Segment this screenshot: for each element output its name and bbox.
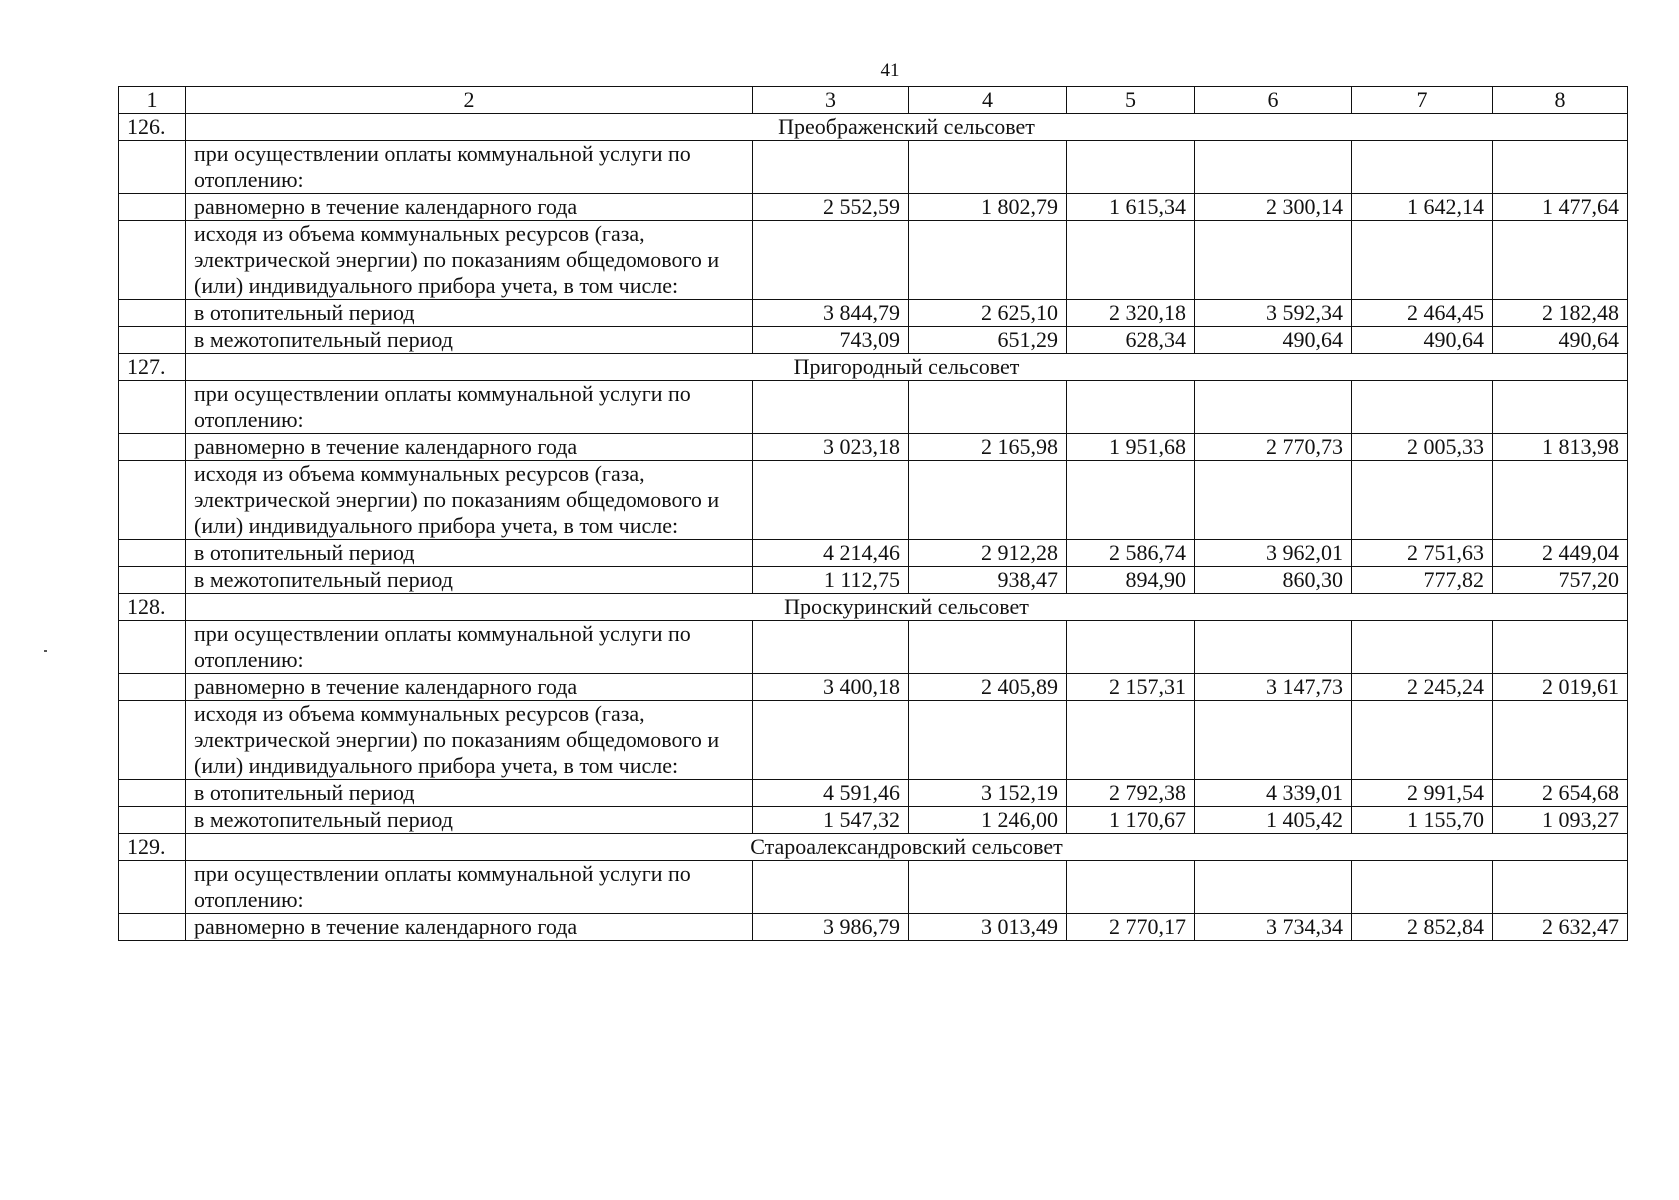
row-number-cell — [119, 461, 186, 540]
row-label: исходя из объема коммунальных ресурсов (газа, электрической энергии) по показаниям общедомового и (или) индивидуального прибора учета, в том числе: — [186, 461, 753, 540]
value-cell — [909, 221, 1067, 300]
value-cell: 4 591,46 — [753, 780, 909, 807]
value-cell: 1 477,64 — [1493, 194, 1628, 221]
value-cell — [1493, 221, 1628, 300]
section-header-row — [119, 354, 1628, 381]
value-cell: 2 405,89 — [909, 674, 1067, 701]
value-cell — [1493, 621, 1628, 674]
value-cell — [1067, 621, 1195, 674]
row-label: при осуществлении оплаты коммунальной услуги по отоплению: — [186, 621, 753, 674]
value-cell — [1493, 141, 1628, 194]
row-number-cell — [119, 861, 186, 914]
row-label: в межотопительный период — [186, 807, 753, 834]
value-cell: 2 552,59 — [753, 194, 909, 221]
row-number-cell — [119, 674, 186, 701]
value-cell: 4 214,46 — [753, 540, 909, 567]
value-cell — [1352, 621, 1493, 674]
value-cell: 4 339,01 — [1195, 780, 1352, 807]
value-cell — [1195, 381, 1352, 434]
column-number-cell: 3 — [753, 87, 909, 114]
table-row — [119, 434, 1628, 461]
value-cell — [1067, 141, 1195, 194]
table-row — [119, 701, 1628, 780]
value-cell: 3 400,18 — [753, 674, 909, 701]
value-cell — [909, 141, 1067, 194]
value-cell: 1 615,34 — [1067, 194, 1195, 221]
section-title: Проскуринский сельсовет — [186, 594, 1628, 621]
section-number: 127. — [119, 354, 186, 381]
value-cell: 2 165,98 — [909, 434, 1067, 461]
value-cell — [909, 621, 1067, 674]
value-cell — [909, 861, 1067, 914]
value-cell — [1195, 141, 1352, 194]
row-label: в отопительный период — [186, 300, 753, 327]
table-row — [119, 327, 1628, 354]
row-label: равномерно в течение календарного года — [186, 914, 753, 941]
value-cell: 2 005,33 — [1352, 434, 1493, 461]
section-number: 129. — [119, 834, 186, 861]
row-label: исходя из объема коммунальных ресурсов (газа, электрической энергии) по показаниям общедомового и (или) индивидуального прибора учета, в том числе: — [186, 701, 753, 780]
value-cell: 1 112,75 — [753, 567, 909, 594]
column-number-cell: 6 — [1195, 87, 1352, 114]
value-cell: 3 152,19 — [909, 780, 1067, 807]
value-cell — [753, 141, 909, 194]
value-cell: 3 962,01 — [1195, 540, 1352, 567]
value-cell: 2 300,14 — [1195, 194, 1352, 221]
table-row — [119, 300, 1628, 327]
column-number-cell: 4 — [909, 87, 1067, 114]
value-cell — [1352, 701, 1493, 780]
table-row — [119, 780, 1628, 807]
value-cell: 2 991,54 — [1352, 780, 1493, 807]
value-cell: 777,82 — [1352, 567, 1493, 594]
table-row — [119, 194, 1628, 221]
section-title: Пригородный сельсовет — [186, 354, 1628, 381]
row-label: в отопительный период — [186, 540, 753, 567]
row-label: при осуществлении оплаты коммунальной услуги по отоплению: — [186, 381, 753, 434]
column-number-row — [119, 87, 1628, 114]
margin-speck — [44, 650, 47, 652]
value-cell: 1 093,27 — [1493, 807, 1628, 834]
value-cell: 757,20 — [1493, 567, 1628, 594]
value-cell: 2 019,61 — [1493, 674, 1628, 701]
value-cell — [909, 461, 1067, 540]
value-cell: 2 449,04 — [1493, 540, 1628, 567]
value-cell — [1493, 701, 1628, 780]
value-cell — [1352, 461, 1493, 540]
value-cell: 2 464,45 — [1352, 300, 1493, 327]
row-number-cell — [119, 567, 186, 594]
value-cell: 2 912,28 — [909, 540, 1067, 567]
value-cell: 2 654,68 — [1493, 780, 1628, 807]
row-number-cell — [119, 540, 186, 567]
value-cell — [909, 381, 1067, 434]
row-number-cell — [119, 434, 186, 461]
row-label: равномерно в течение календарного года — [186, 434, 753, 461]
value-cell: 2 320,18 — [1067, 300, 1195, 327]
value-cell: 3 147,73 — [1195, 674, 1352, 701]
value-cell: 860,30 — [1195, 567, 1352, 594]
value-cell: 3 734,34 — [1195, 914, 1352, 941]
row-number-cell — [119, 194, 186, 221]
value-cell — [1493, 381, 1628, 434]
value-cell: 1 802,79 — [909, 194, 1067, 221]
row-number-cell — [119, 701, 186, 780]
table-row — [119, 141, 1628, 194]
value-cell: 1 405,42 — [1195, 807, 1352, 834]
section-title: Преображенский сельсовет — [186, 114, 1628, 141]
row-label: в межотопительный период — [186, 327, 753, 354]
value-cell — [753, 221, 909, 300]
value-cell: 2 632,47 — [1493, 914, 1628, 941]
table-row — [119, 381, 1628, 434]
value-cell: 490,64 — [1493, 327, 1628, 354]
value-cell — [753, 381, 909, 434]
value-cell — [1352, 861, 1493, 914]
value-cell: 3 844,79 — [753, 300, 909, 327]
tariff-table — [118, 86, 1628, 941]
value-cell: 3 592,34 — [1195, 300, 1352, 327]
table-row — [119, 567, 1628, 594]
column-number-cell: 2 — [186, 87, 753, 114]
table-row — [119, 621, 1628, 674]
row-label: исходя из объема коммунальных ресурсов (газа, электрической энергии) по показаниям общедомового и (или) индивидуального прибора учета, в том числе: — [186, 221, 753, 300]
table-row — [119, 461, 1628, 540]
value-cell — [1067, 861, 1195, 914]
value-cell — [1195, 621, 1352, 674]
value-cell: 1 547,32 — [753, 807, 909, 834]
value-cell: 628,34 — [1067, 327, 1195, 354]
value-cell: 743,09 — [753, 327, 909, 354]
section-header-row — [119, 594, 1628, 621]
value-cell: 3 013,49 — [909, 914, 1067, 941]
value-cell: 3 986,79 — [753, 914, 909, 941]
value-cell: 938,47 — [909, 567, 1067, 594]
value-cell: 2 245,24 — [1352, 674, 1493, 701]
value-cell — [1067, 381, 1195, 434]
row-number-cell — [119, 780, 186, 807]
table-row — [119, 807, 1628, 834]
column-number-cell: 7 — [1352, 87, 1493, 114]
column-number-cell: 5 — [1067, 87, 1195, 114]
value-cell — [1195, 221, 1352, 300]
table-row — [119, 221, 1628, 300]
row-number-cell — [119, 300, 186, 327]
row-number-cell — [119, 327, 186, 354]
section-header-row — [119, 114, 1628, 141]
value-cell: 2 751,63 — [1352, 540, 1493, 567]
value-cell: 2 157,31 — [1067, 674, 1195, 701]
table-row — [119, 914, 1628, 941]
section-header-row — [119, 834, 1628, 861]
value-cell: 490,64 — [1195, 327, 1352, 354]
value-cell — [1352, 381, 1493, 434]
row-label: равномерно в течение календарного года — [186, 674, 753, 701]
value-cell — [1195, 461, 1352, 540]
row-number-cell — [119, 221, 186, 300]
row-label: при осуществлении оплаты коммунальной услуги по отоплению: — [186, 141, 753, 194]
table-row — [119, 674, 1628, 701]
value-cell — [1352, 141, 1493, 194]
value-cell: 2 770,73 — [1195, 434, 1352, 461]
row-label: в межотопительный период — [186, 567, 753, 594]
value-cell — [909, 701, 1067, 780]
value-cell — [753, 701, 909, 780]
value-cell — [753, 861, 909, 914]
value-cell — [1067, 701, 1195, 780]
section-number: 126. — [119, 114, 186, 141]
value-cell — [1352, 221, 1493, 300]
row-label: при осуществлении оплаты коммунальной услуги по отоплению: — [186, 861, 753, 914]
row-number-cell — [119, 381, 186, 434]
value-cell: 2 852,84 — [1352, 914, 1493, 941]
row-number-cell — [119, 141, 186, 194]
value-cell: 1 951,68 — [1067, 434, 1195, 461]
value-cell — [1067, 461, 1195, 540]
value-cell: 490,64 — [1352, 327, 1493, 354]
row-number-cell — [119, 807, 186, 834]
value-cell: 1 246,00 — [909, 807, 1067, 834]
value-cell: 1 155,70 — [1352, 807, 1493, 834]
value-cell: 2 625,10 — [909, 300, 1067, 327]
value-cell — [1493, 461, 1628, 540]
row-number-cell — [119, 914, 186, 941]
value-cell: 894,90 — [1067, 567, 1195, 594]
row-label: равномерно в течение календарного года — [186, 194, 753, 221]
value-cell: 3 023,18 — [753, 434, 909, 461]
value-cell: 1 642,14 — [1352, 194, 1493, 221]
value-cell: 1 813,98 — [1493, 434, 1628, 461]
value-cell — [1195, 701, 1352, 780]
value-cell — [1195, 861, 1352, 914]
value-cell: 2 792,38 — [1067, 780, 1195, 807]
row-label: в отопительный период — [186, 780, 753, 807]
row-number-cell — [119, 621, 186, 674]
section-number: 128. — [119, 594, 186, 621]
value-cell — [1493, 861, 1628, 914]
value-cell: 2 182,48 — [1493, 300, 1628, 327]
column-number-cell: 1 — [119, 87, 186, 114]
value-cell: 1 170,67 — [1067, 807, 1195, 834]
page-number: 41 — [880, 60, 900, 81]
table-row — [119, 861, 1628, 914]
value-cell — [1067, 221, 1195, 300]
value-cell: 651,29 — [909, 327, 1067, 354]
value-cell — [753, 461, 909, 540]
value-cell — [753, 621, 909, 674]
table-row — [119, 540, 1628, 567]
column-number-cell: 8 — [1493, 87, 1628, 114]
value-cell: 2 770,17 — [1067, 914, 1195, 941]
section-title: Староалександровский сельсовет — [186, 834, 1628, 861]
value-cell: 2 586,74 — [1067, 540, 1195, 567]
